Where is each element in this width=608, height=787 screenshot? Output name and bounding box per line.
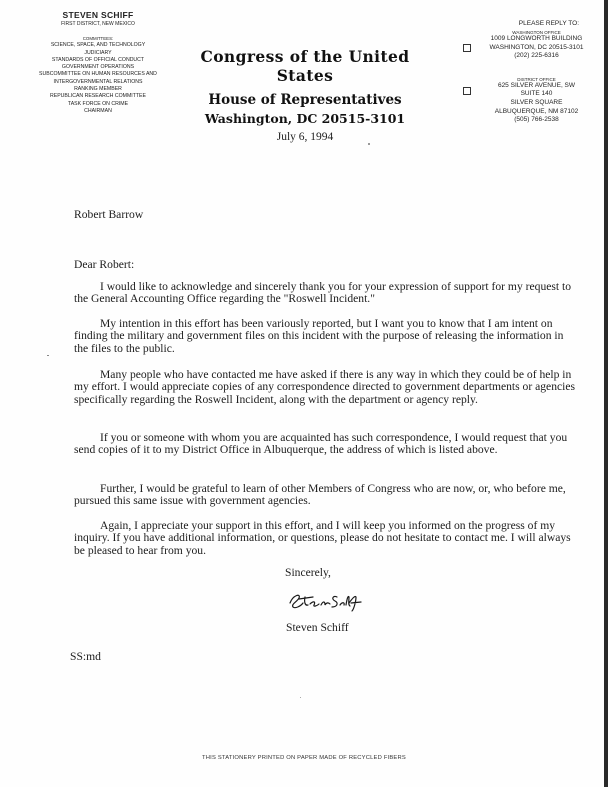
committee-item: REPUBLICAN RESEARCH COMMITTEE (50, 93, 146, 100)
closing: Sincerely, (285, 566, 331, 579)
scan-edge (604, 0, 608, 787)
recycled-paper-footer: THIS STATIONERY PRINTED ON PAPER MADE OF RECYCLED FIBERS (202, 755, 406, 761)
recipient-name: Robert Barrow (74, 208, 144, 221)
committee-item: RANKING MEMBER (74, 86, 122, 93)
office-address-line: 625 SILVER AVENUE, SW (497, 81, 576, 89)
committee-item: CHAIRMAN (84, 107, 112, 114)
member-district: FIRST DISTRICT, NEW MEXICO (61, 21, 135, 27)
letter-date: July 6, 1994 (276, 131, 334, 143)
body-paragraph: Again, I appreciate your support in this effort, and I will keep you informed on the progress of my inquiry. If you have additional information, or questions, please do not hesitate to contact me. I will always be pleased to hear from you. (74, 519, 571, 557)
committee-item: SUBCOMMITTEE ON HUMAN RESOURCES AND (39, 71, 157, 78)
office-address-line: SILVER SQUARE (510, 98, 563, 106)
salutation: Dear Robert: (74, 258, 135, 271)
city-title: Washington, DC 20515-3101 (204, 111, 406, 126)
body-paragraph: I would like to acknowledge and sincerely thank you for your expression of support for my request to the General Accounting Office regarding the "Roswell Incident." (74, 280, 572, 306)
committees-heading: COMMITTEES: (82, 36, 114, 41)
signer-name: Steven Schiff (286, 621, 349, 634)
office-label: WASHINGTON OFFICE (512, 30, 561, 35)
typist-initials: SS:md (70, 650, 101, 663)
office-phone: (202) 225-6316 (514, 52, 559, 60)
office-phone: (505) 766-2538 (514, 116, 559, 124)
committee-item: TASK FORCE ON CRIME (67, 100, 129, 107)
committee-item: STANDARDS OF OFFICIAL CONDUCT (51, 56, 145, 63)
office-address-line: ALBUQUERQUE, NM 87102 (494, 107, 579, 115)
office-address-line: WASHINGTON, DC 20515-3101 (489, 43, 584, 51)
body-paragraph: My intention in this effort has been variously reported, but I want you to know that I am intent on finding the military and government files on this incident with the purpose of releasing the information in the files to the public. (74, 317, 564, 355)
committee-item: SCIENCE, SPACE, AND TECHNOLOGY (50, 42, 146, 49)
house-title: House of Representatives (208, 92, 402, 108)
committee-item: GOVERNMENT OPERATIONS (61, 64, 135, 71)
reply-to-heading: PLEASE REPLY TO: (518, 20, 579, 27)
congress-title: Congress of the United States (200, 47, 410, 85)
committee-item: JUDICIARY (84, 49, 112, 56)
office-label: DISTRICT OFFICE (517, 76, 556, 82)
body-paragraph: Further, I would be grateful to learn of other Members of Congress who are now, or, who before me, pursued this same issue with government agencies. (74, 482, 566, 508)
office-address-line: SUITE 140 (520, 90, 553, 98)
office-address-line: 1009 LONGWORTH BUILDING (490, 35, 583, 42)
member-name: STEVEN SCHIFF (62, 10, 134, 20)
body-paragraph: Many people who have contacted me have asked if there is any way in which they could be of help in my effort. I would appreciate copies of any correspondence directed to government departments or agencies specifically regarding the Roswell Incident, along with the department or agency reply. (74, 368, 576, 406)
body-paragraph: If you or someone with whom you are acquainted has such correspondence, I would request that you send copies of it to my District Office in Albuquerque, the address of which is listed above. (74, 431, 568, 457)
committee-item: INTERGOVERNMENTAL RELATIONS (53, 78, 143, 85)
